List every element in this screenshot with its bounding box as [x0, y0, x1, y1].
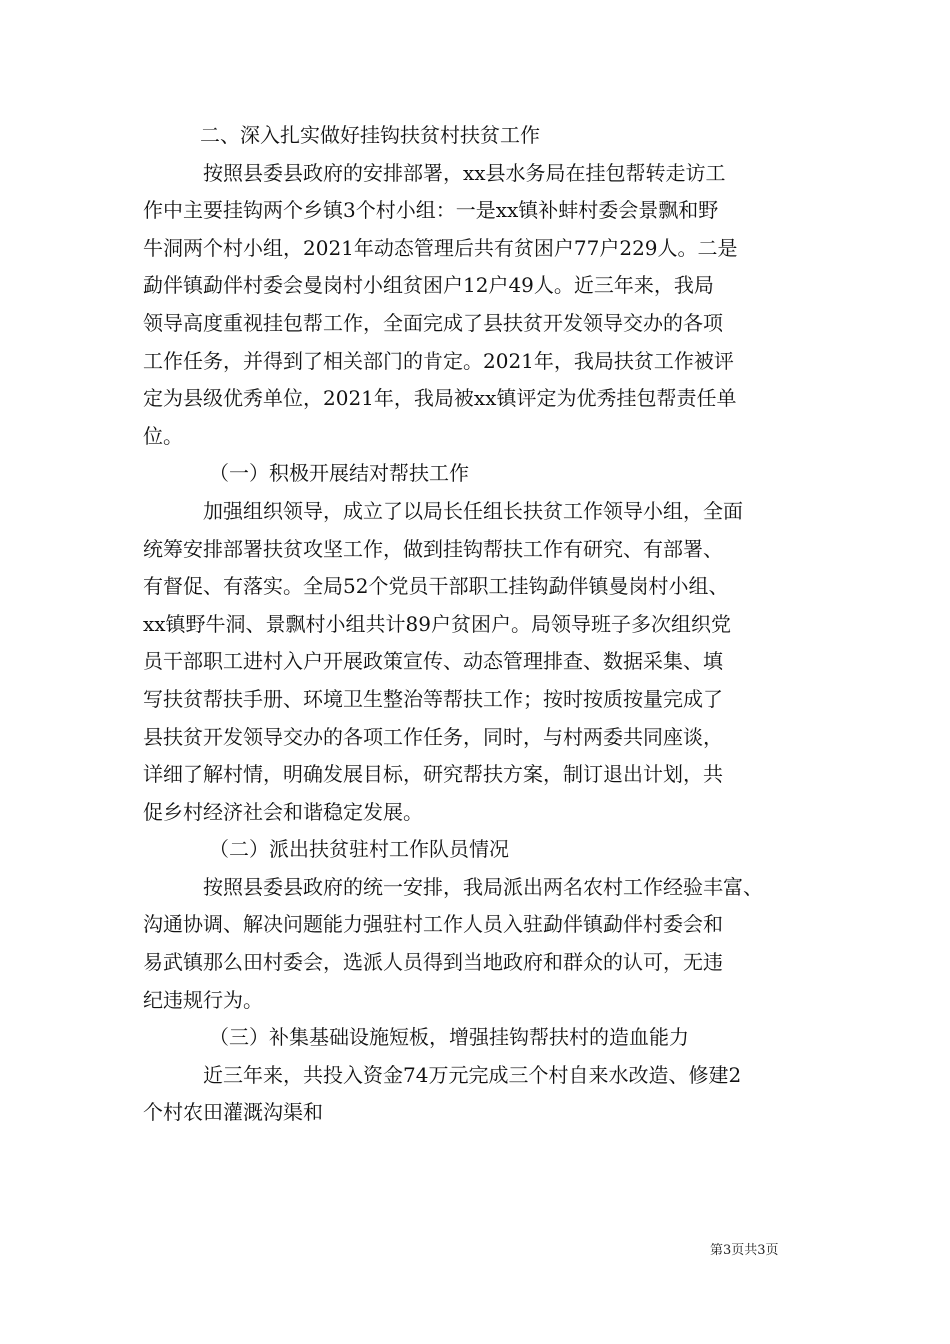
paragraph-line: 有督促、有落实。全局52个党员干部职工挂钩勐伴镇曼岗村小组、	[143, 574, 729, 599]
paragraph-line: 按照县委县政府的安排部署，xx县水务局在挂包帮转走访工	[203, 160, 726, 185]
paragraph-line: 详细了解村情，明确发展目标，研究帮扶方案，制订退出计划，共	[143, 762, 723, 787]
paragraph-line: 勐伴镇勐伴村委会曼岗村小组贫困户12户49人。近三年来，我局	[143, 273, 714, 298]
paragraph-line: 县扶贫开发领导交办的各项工作任务，同时，与村两委共同座谈，	[143, 724, 723, 749]
paragraph-line: 牛洞两个村小组，2021年动态管理后共有贫困户77户229人。二是	[143, 235, 738, 260]
section-heading-2: 二、深入扎实做好挂钩扶贫村扶贫工作	[200, 123, 540, 147]
subsection-heading-2: （二）派出扶贫驻村工作队员情况	[209, 837, 509, 862]
paragraph-line: 领导高度重视挂包帮工作，全面完成了县扶贫开发领导交办的各项	[143, 310, 723, 335]
paragraph-line: 促乡村经济社会和谐稳定发展。	[143, 799, 423, 824]
paragraph-line: 易武镇那么田村委会，选派人员得到当地政府和群众的认可，无违	[143, 950, 723, 975]
subsection-heading-3: （三）补集基础设施短板，增强挂钩帮扶村的造血能力	[209, 1025, 689, 1050]
paragraph-line: 纪违规行为。	[143, 987, 263, 1012]
paragraph-line: 个村农田灌溉沟渠和	[143, 1100, 323, 1125]
paragraph-line: 按照县委县政府的统一安排，我局派出两名农村工作经验丰富、	[203, 874, 763, 899]
paragraph-line: 沟通协调、解决问题能力强驻村工作人员入驻勐伴镇勐伴村委会和	[143, 912, 723, 937]
paragraph-line: 工作任务，并得到了相关部门的肯定。2021年，我局扶贫工作被评	[143, 348, 734, 373]
paragraph-line: 作中主要挂钩两个乡镇3个村小组：一是xx镇补蚌村委会景飘和野	[143, 198, 719, 223]
paragraph-line: xx镇野牛洞、景飘村小组共计89户贫困户。局领导班子多次组织党	[143, 611, 732, 636]
paragraph-line: 员干部职工进村入户开展政策宣传、动态管理排查、数据采集、填	[143, 649, 723, 674]
paragraph-line: 位。	[143, 423, 183, 448]
paragraph-line: 加强组织领导，成立了以局长任组长扶贫工作领导小组，全面	[203, 498, 743, 523]
paragraph-line: 写扶贫帮扶手册、环境卫生整治等帮扶工作；按时按质按量完成了	[143, 686, 723, 711]
subsection-heading-1: （一）积极开展结对帮扶工作	[209, 461, 469, 486]
page-number-footer: 第3页共3页	[710, 1243, 779, 1258]
document-body	[143, 117, 815, 1132]
paragraph-line: 定为县级优秀单位，2021年，我局被xx镇评定为优秀挂包帮责任单	[143, 386, 737, 411]
paragraph-line: 统筹安排部署扶贫攻坚工作，做到挂钩帮扶工作有研究、有部署、	[143, 536, 723, 561]
paragraph-line: 近三年来，共投入资金74万元完成三个村自来水改造、修建2	[203, 1062, 742, 1087]
